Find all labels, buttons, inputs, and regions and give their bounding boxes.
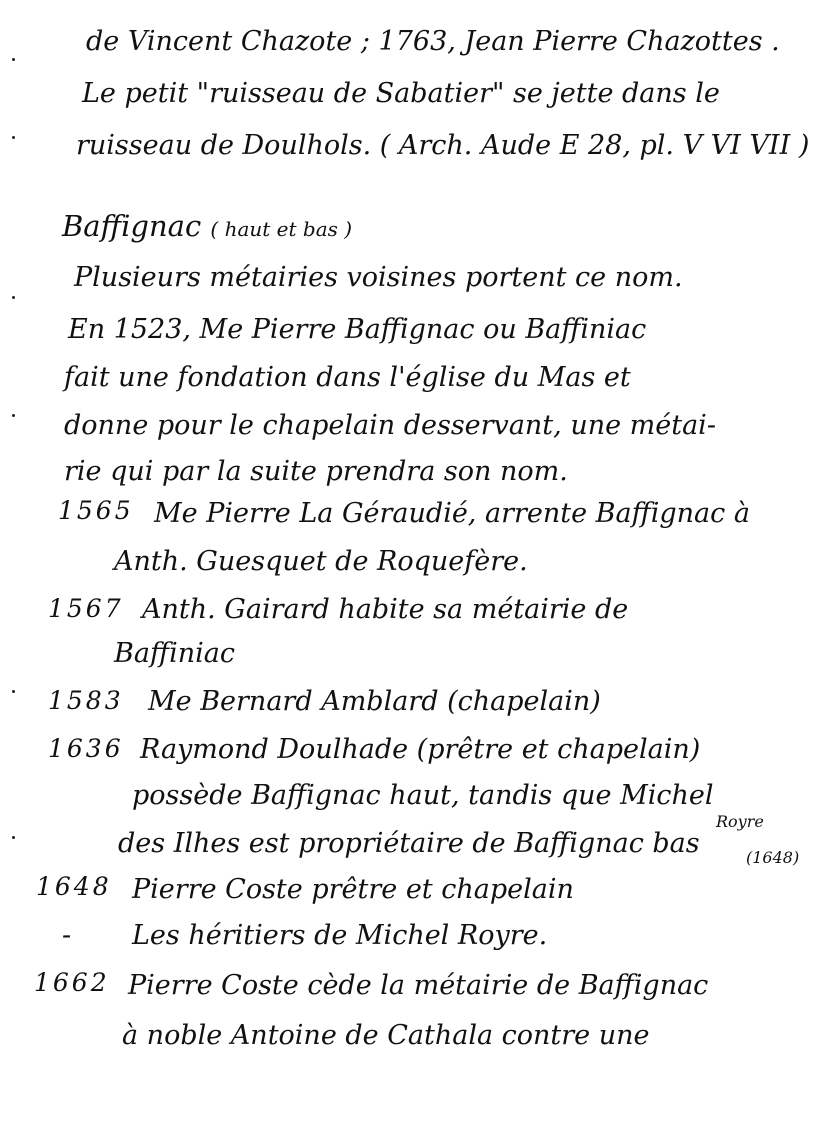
paragraph-line-5: rie qui par la suite prendra son nom. [64, 456, 568, 487]
intro-line-1: de Vincent Chazote ; 1763, Jean Pierre Chazottes . [86, 26, 780, 57]
entry-line: Baffiniac [114, 638, 235, 669]
entry-line: Pierre Coste prêtre et chapelain [132, 874, 574, 905]
entry-line: des Ilhes est propriétaire de Baffignac bas [118, 828, 700, 859]
entry-year: 1583 [48, 686, 124, 715]
superscript-note: Royre [716, 812, 764, 831]
entry-line: Me Bernard Amblard (chapelain) [148, 686, 601, 717]
margin-dot [12, 136, 15, 139]
margin-dot [12, 58, 15, 61]
margin-note: (1648) [746, 848, 800, 867]
entry-line: Anth. Gairard habite sa métairie de [142, 594, 629, 625]
section-title-text: Baffignac [62, 209, 202, 243]
intro-line-2: Le petit "ruisseau de Sabatier" se jette dans le [82, 78, 720, 109]
margin-dot [12, 414, 15, 417]
entry-year: 1565 [58, 496, 134, 525]
margin-dot [12, 690, 15, 693]
entry-year: 1662 [34, 968, 110, 997]
entry-year: 1648 [36, 872, 112, 901]
entry-dash: - [62, 920, 72, 951]
entry-line: Raymond Doulhade (prêtre et chapelain) [140, 734, 701, 765]
entry-year: 1567 [48, 594, 124, 623]
section-title [62, 209, 353, 243]
paragraph-line-4: donne pour le chapelain desservant, une métai- [64, 410, 716, 441]
entry-line: Anth. Guesquet de Roquefère. [114, 546, 528, 577]
entry-line: Pierre Coste cède la métairie de Baffignac [128, 970, 709, 1001]
entry-year: 1636 [48, 734, 124, 763]
intro-line-3: ruisseau de Doulhols. ( Arch. Aude E 28, pl. V VI VII ) [76, 130, 810, 161]
entry-line: possède Baffignac haut, tandis que Michel [132, 780, 714, 811]
entry-line: à noble Antoine de Cathala contre une [122, 1020, 650, 1051]
margin-dot [12, 836, 15, 839]
paragraph-line-2: En 1523, Me Pierre Baffignac ou Baffiniac [68, 314, 647, 345]
paragraph-line-3: fait une fondation dans l'église du Mas et [64, 362, 631, 393]
entry-line: Me Pierre La Géraudié, arrente Baffignac à [154, 498, 750, 529]
section-title-suffix: ( haut et bas ) [210, 217, 353, 241]
entry-line: Les héritiers de Michel Royre. [132, 920, 548, 951]
margin-dot [12, 296, 15, 299]
paragraph-line-1: Plusieurs métairies voisines portent ce nom. [74, 262, 683, 293]
